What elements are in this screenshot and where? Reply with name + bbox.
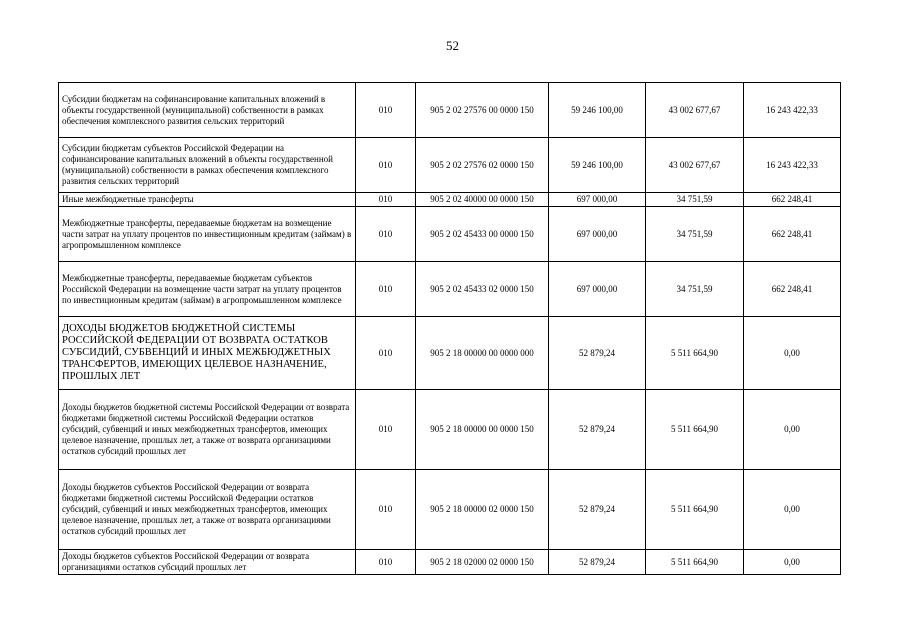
row-approved: 52 879,24 bbox=[549, 317, 646, 390]
row-name: Субсидии бюджетам на софинансирование капитальных вложений в объекты государственной (муниципальной) собственности в рамках обеспечения комплексного развития сельских территорий bbox=[59, 83, 356, 138]
row-name: Иные межбюджетные трансферты bbox=[59, 193, 356, 207]
row-unexecuted: 662 248,41 bbox=[744, 207, 841, 262]
row-kbk: 905 2 18 00000 02 0000 150 bbox=[416, 470, 549, 550]
row-executed: 34 751,59 bbox=[646, 207, 744, 262]
row-code: 010 bbox=[356, 193, 416, 207]
table-row bbox=[59, 207, 841, 262]
row-code: 010 bbox=[356, 138, 416, 193]
row-kbk: 905 2 02 27576 00 0000 150 bbox=[416, 83, 549, 138]
row-executed: 34 751,59 bbox=[646, 193, 744, 207]
page-number: 52 bbox=[446, 38, 459, 53]
row-name: Доходы бюджетов субъектов Российской Федерации от возврата организациями остатков субсидий прошлых лет bbox=[59, 550, 356, 575]
row-approved: 697 000,00 bbox=[549, 193, 646, 207]
row-kbk: 905 2 02 45433 00 0000 150 bbox=[416, 207, 549, 262]
row-code: 010 bbox=[356, 390, 416, 470]
row-approved: 59 246 100,00 bbox=[549, 138, 646, 193]
row-kbk: 905 2 02 45433 02 0000 150 bbox=[416, 262, 549, 317]
row-approved: 697 000,00 bbox=[549, 262, 646, 317]
table-row bbox=[59, 550, 841, 575]
row-approved: 52 879,24 bbox=[549, 550, 646, 575]
row-name: Субсидии бюджетам субъектов Российской Федерации на софинансирование капитальных вложений в объекты государственной (муниципальной) собственности в рамках обеспечения комплексного развития сельских территорий bbox=[59, 138, 356, 193]
row-code: 010 bbox=[356, 550, 416, 575]
row-approved: 52 879,24 bbox=[549, 470, 646, 550]
row-code: 010 bbox=[356, 317, 416, 390]
budget-table bbox=[58, 82, 841, 575]
table-row bbox=[59, 470, 841, 550]
row-kbk: 905 2 18 02000 02 0000 150 bbox=[416, 550, 549, 575]
row-name: Доходы бюджетов субъектов Российской Федерации от возврата бюджетами бюджетной системы Российской Федерации остатков субсидий, субвенций и иных межбюджетных трансфертов, имеющих целевое назначение, прошлых лет, а также от возврата организациями остатков субсидий прошлых лет bbox=[59, 470, 356, 550]
row-approved: 52 879,24 bbox=[549, 390, 646, 470]
row-name: Доходы бюджетов бюджетной системы Российской Федерации от возврата бюджетами бюджетной системы Российской Федерации остатков субсидий, субвенций и иных межбюджетных трансфертов, имеющих целевое назначение, прошлых лет, а также от возврата организациями остатков субсидий прошлых лет bbox=[59, 390, 356, 470]
row-unexecuted: 662 248,41 bbox=[744, 193, 841, 207]
row-code: 010 bbox=[356, 207, 416, 262]
row-name: ДОХОДЫ БЮДЖЕТОВ БЮДЖЕТНОЙ СИСТЕМЫ РОССИЙСКОЙ ФЕДЕРАЦИИ ОТ ВОЗВРАТА ОСТАТКОВ СУБСИДИЙ, СУБВЕНЦИЙ И ИНЫХ МЕЖБЮДЖЕТНЫХ ТРАНСФЕРТОВ, ИМЕЮЩИХ ЦЕЛЕВОЕ НАЗНАЧЕНИЕ, ПРОШЛЫХ ЛЕТ bbox=[59, 317, 356, 390]
table-row bbox=[59, 262, 841, 317]
table-row bbox=[59, 193, 841, 207]
row-kbk: 905 2 02 40000 00 0000 150 bbox=[416, 193, 549, 207]
row-approved: 59 246 100,00 bbox=[549, 83, 646, 138]
row-code: 010 bbox=[356, 262, 416, 317]
table-row bbox=[59, 390, 841, 470]
row-approved: 697 000,00 bbox=[549, 207, 646, 262]
table-row bbox=[59, 83, 841, 138]
row-unexecuted: 0,00 bbox=[744, 390, 841, 470]
row-executed: 5 511 664,90 bbox=[646, 390, 744, 470]
row-unexecuted: 662 248,41 bbox=[744, 262, 841, 317]
row-kbk: 905 2 18 00000 00 0000 150 bbox=[416, 390, 549, 470]
row-executed: 43 002 677,67 bbox=[646, 83, 744, 138]
row-code: 010 bbox=[356, 470, 416, 550]
table-row bbox=[59, 317, 841, 390]
row-unexecuted: 16 243 422,33 bbox=[744, 83, 841, 138]
row-executed: 5 511 664,90 bbox=[646, 470, 744, 550]
row-unexecuted: 0,00 bbox=[744, 550, 841, 575]
row-name: Межбюджетные трансферты, передаваемые бюджетам субъектов Российской Федерации на возмещение части затрат на уплату процентов по инвестиционным кредитам (займам) в агропромышленном комплексе bbox=[59, 262, 356, 317]
row-executed: 34 751,59 bbox=[646, 262, 744, 317]
table-row bbox=[59, 138, 841, 193]
row-kbk: 905 2 02 27576 02 0000 150 bbox=[416, 138, 549, 193]
row-executed: 43 002 677,67 bbox=[646, 138, 744, 193]
row-unexecuted: 16 243 422,33 bbox=[744, 138, 841, 193]
row-code: 010 bbox=[356, 83, 416, 138]
row-name: Межбюджетные трансферты, передаваемые бюджетам на возмещение части затрат на уплату процентов по инвестиционным кредитам (займам) в агропромышленном комплексе bbox=[59, 207, 356, 262]
row-executed: 5 511 664,90 bbox=[646, 550, 744, 575]
row-kbk: 905 2 18 00000 00 0000 000 bbox=[416, 317, 549, 390]
row-unexecuted: 0,00 bbox=[744, 317, 841, 390]
row-unexecuted: 0,00 bbox=[744, 470, 841, 550]
row-executed: 5 511 664,90 bbox=[646, 317, 744, 390]
